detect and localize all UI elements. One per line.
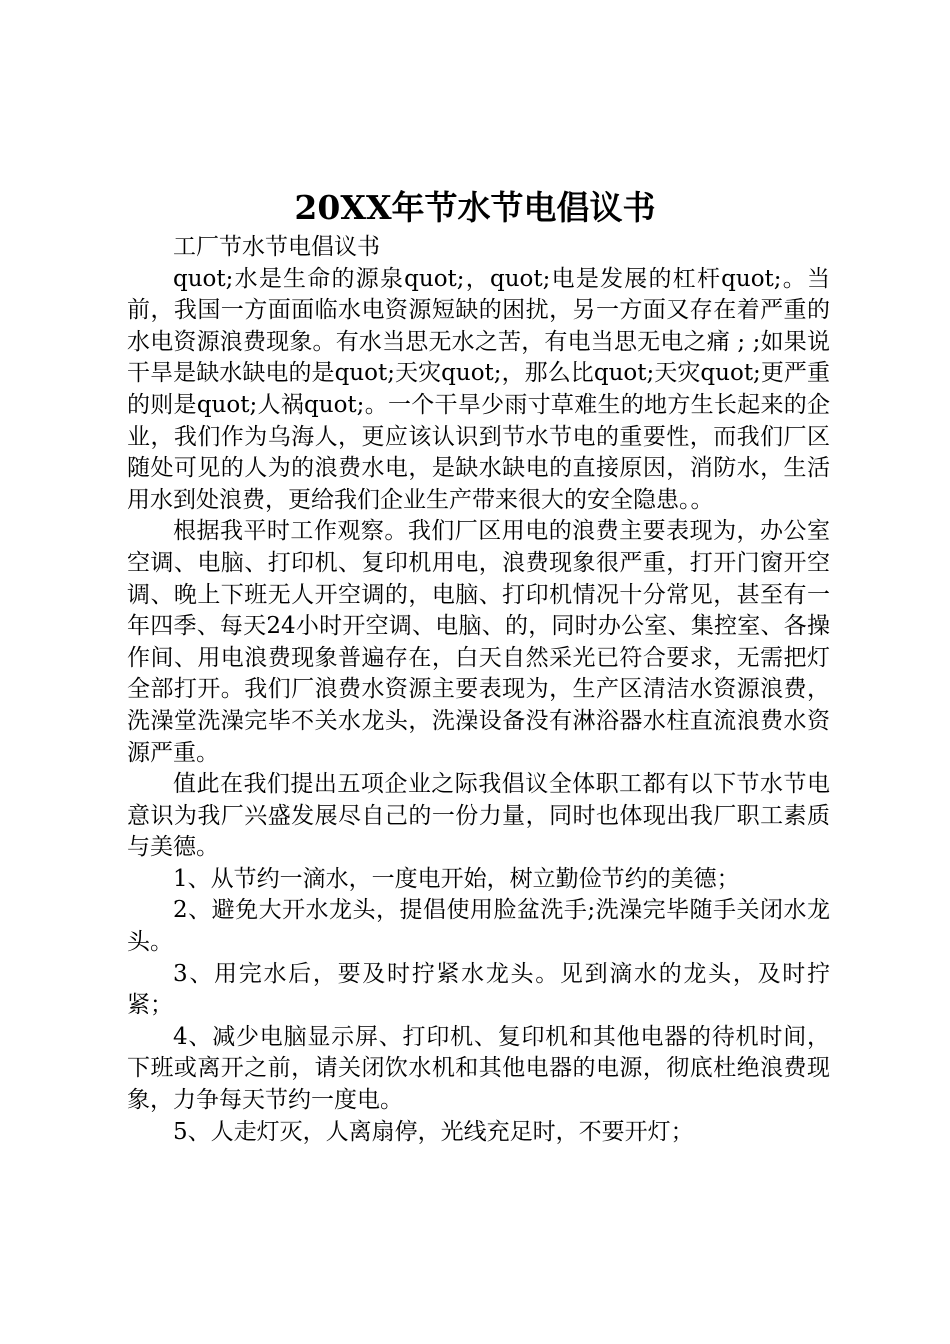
document-body bbox=[127, 232, 830, 1148]
list-item-2: 2、避免大开水龙头，提倡使用脸盆洗手;洗澡完毕随手关闭水龙头。 bbox=[127, 897, 830, 956]
list-item-4: 4、减少电脑显示屏、打印机、复印机和其他电器的待机时间，下班或离开之前，请关闭饮水机和其他电器的电源，彻底杜绝浪费现象，力争每天节约一度电。 bbox=[127, 1023, 830, 1114]
paragraph-observation: 根据我平时工作观察。我们厂区用电的浪费主要表现为，办公室空调、电脑、打印机、复印机用电，浪费现象很严重，打开门窗开空调、晚上下班无人开空调的，电脑、打印机情况十分常见，甚至有一年四季、每天24小时开空调、电脑、的，同时办公室、集控室、各操作间、用电浪费现象普遍存在，白天自然采光已符合要求，无需把灯全部打开。我们厂浪费水资源主要表现为，生产区清洁水资源浪费，洗澡堂洗澡完毕不关水龙头，洗澡设备没有淋浴器水柱直流浪费水资源严重。 bbox=[127, 518, 830, 766]
list-item-1: 1、从节约一滴水，一度电开始，树立勤俭节约的美德； bbox=[173, 865, 740, 892]
document-title: 20XX年节水节电倡议书 bbox=[294, 188, 656, 227]
paragraph-subtitle: 工厂节水节电倡议书 bbox=[173, 234, 380, 260]
paragraph-intro: quot;水是生命的源泉quot;，quot;电是发展的杠杆quot;。当前，我国一方面面临水电资源短缺的困扰，另一方面又存在着严重的水电资源浪费现象。有水当思无水之苦，有电当思无电之痛 ; ;如果说干旱是缺水缺电的是quot;天灾quot;，那么比quot;天灾quot;更严重的则是quot;人祸quot;。一个干旱少雨寸草难生的地方生长起来的企业，我们作为乌海人，更应该认识到节水节电的重要性，而我们厂区随处可见的人为的浪费水电，是缺水缺电的直接原因，消防水，生活用水到处浪费，更给我们企业生产带来很大的安全隐患。。 bbox=[127, 265, 830, 513]
paragraph-proposal: 值此在我们提出五项企业之际我倡议全体职工都有以下节水节电意识为我厂兴盛发展尽自己的一份力量，同时也体现出我厂职工素质与美德。 bbox=[127, 771, 830, 861]
list-item-3: 3、用完水后，要及时拧紧水龙头。见到滴水的龙头，及时拧紧； bbox=[127, 960, 830, 1019]
list-item-5: 5、人走灯灭，人离扇停，光线充足时，不要开灯； bbox=[173, 1118, 694, 1145]
